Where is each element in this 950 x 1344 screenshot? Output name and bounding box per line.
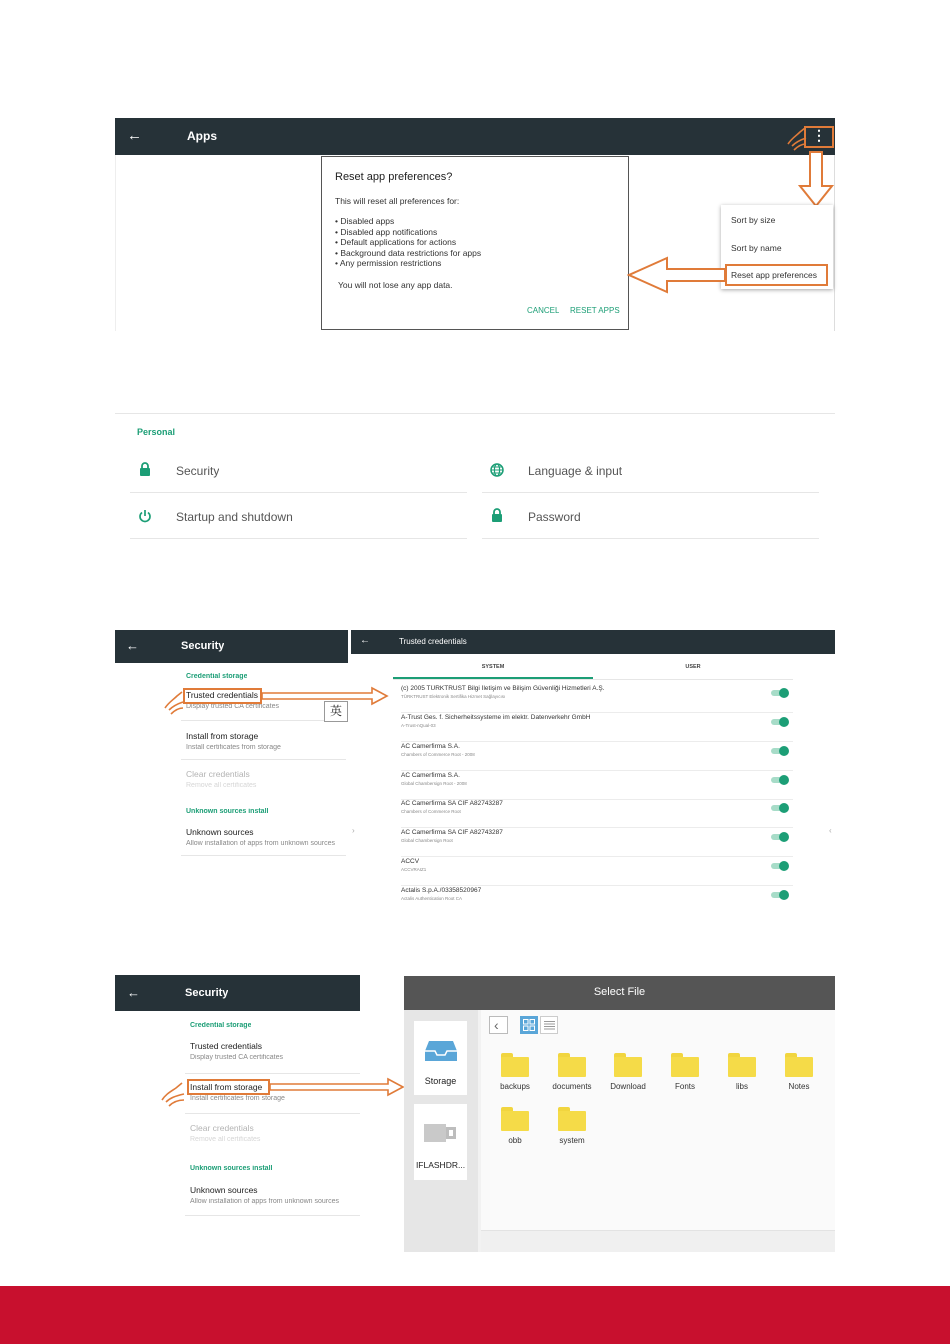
pointing-hand-icon bbox=[786, 124, 808, 152]
trusted-highlight bbox=[183, 688, 262, 704]
item-subtitle: Install certificates from storage bbox=[186, 744, 281, 751]
menu-item-sort-size[interactable]: Sort by size bbox=[731, 215, 776, 225]
cert-title: (c) 2005 TÜRKTRUST Bilgi İletişim ve Bilişim Güvenliği Hizmetleri A.Ş. bbox=[401, 685, 605, 692]
folder-label: system bbox=[559, 1136, 585, 1145]
dialog-title: Select File bbox=[593, 986, 646, 998]
unknown-sources-item[interactable] bbox=[186, 827, 348, 855]
item-title: Clear credentials bbox=[190, 1123, 254, 1133]
trusted-credentials-item[interactable] bbox=[190, 1041, 355, 1069]
cert-row[interactable] bbox=[401, 800, 793, 828]
cert-toggle[interactable] bbox=[771, 748, 787, 754]
item-title: Trusted credentials bbox=[190, 1041, 262, 1051]
back-arrow-icon[interactable]: ← bbox=[127, 127, 142, 144]
cert-title: AC Camerfirma S.A. bbox=[401, 772, 460, 779]
folder-label: obb bbox=[508, 1136, 522, 1145]
settings-item-label: Language & input bbox=[528, 464, 623, 478]
item-subtitle: Allow installation of apps from unknown sources bbox=[190, 1198, 340, 1205]
cert-row[interactable] bbox=[401, 743, 793, 771]
personal-top-divider bbox=[115, 413, 835, 414]
cert-subtitle: Actalis Authentication Root CA bbox=[401, 896, 463, 901]
folder-icon bbox=[614, 1053, 642, 1077]
unknown-sources-header: Unknown sources install bbox=[190, 1165, 273, 1172]
folder-item[interactable] bbox=[488, 1050, 542, 1096]
security-list-2 bbox=[115, 1011, 360, 1251]
cert-title: Actalis S.p.A./03358520967 bbox=[401, 887, 482, 894]
unknown-sources-item[interactable] bbox=[190, 1185, 360, 1213]
drive-label: IFLASHDR... bbox=[415, 1160, 466, 1170]
folder-item[interactable] bbox=[545, 1104, 599, 1150]
settings-item-startup[interactable] bbox=[130, 501, 467, 539]
select-file-dialog bbox=[404, 976, 835, 1252]
chevron-right-icon: › bbox=[352, 826, 355, 835]
cert-toggle[interactable] bbox=[771, 805, 787, 811]
item-title: Unknown sources bbox=[186, 827, 254, 837]
more-vert-icon[interactable]: ⋮ bbox=[812, 127, 826, 143]
cert-row[interactable] bbox=[401, 887, 793, 908]
cert-row[interactable] bbox=[401, 772, 793, 800]
cert-title: A-Trust Ges. f. Sicherheitssysteme im elektr. Datenverkehr GmbH bbox=[401, 714, 591, 721]
credential-storage-header: Credential storage bbox=[190, 1022, 252, 1029]
item-subtitle: Display trusted CA certificates bbox=[186, 703, 279, 710]
folder-icon bbox=[558, 1107, 586, 1131]
grid-icon bbox=[523, 1019, 535, 1031]
folder-icon bbox=[671, 1053, 699, 1077]
appbar-title: Trusted credentials bbox=[399, 637, 467, 646]
reset-apps-button[interactable]: RESET APPS bbox=[570, 306, 620, 315]
cert-subtitle: Global Chambersign Root - 2008 bbox=[401, 781, 467, 786]
dialog-title: Reset app preferences? bbox=[335, 171, 453, 183]
menu-item-sort-name[interactable]: Sort by name bbox=[731, 243, 782, 253]
cert-subtitle: TÜRKTRUST Elektronik Sertifika Hizmet Sağlayıcısı bbox=[401, 694, 506, 699]
usb-drive-icon bbox=[422, 1122, 460, 1144]
drive-usb[interactable] bbox=[414, 1104, 467, 1180]
globe-icon bbox=[490, 463, 504, 477]
appbar-title: Security bbox=[181, 640, 225, 652]
security-appbar-2 bbox=[115, 975, 360, 1011]
divider bbox=[181, 855, 346, 856]
item-title: Install from storage bbox=[186, 731, 259, 741]
cert-subtitle: Global Chambersign Root bbox=[401, 838, 453, 843]
folder-icon bbox=[728, 1053, 756, 1077]
overflow-highlight bbox=[804, 126, 834, 148]
divider bbox=[185, 1215, 360, 1216]
trusted-panel bbox=[351, 654, 835, 908]
folder-label: documents bbox=[552, 1082, 592, 1091]
item-subtitle: Allow installation of apps from unknown sources bbox=[186, 840, 336, 847]
item-title: Unknown sources bbox=[190, 1185, 258, 1195]
back-arrow-icon[interactable]: ← bbox=[126, 638, 139, 653]
ime-badge: 英 bbox=[324, 701, 348, 722]
cert-title: ACCV bbox=[401, 858, 420, 865]
cert-toggle[interactable] bbox=[771, 834, 787, 840]
folder-label: Download bbox=[610, 1082, 646, 1091]
menu-item-reset[interactable]: Reset app preferences bbox=[731, 270, 817, 280]
drive-storage[interactable] bbox=[414, 1021, 467, 1095]
appbar-title: Security bbox=[185, 987, 229, 999]
chevron-left-icon: ‹ bbox=[829, 826, 832, 835]
cert-title: AC Camerfirma SA CIF A82743287 bbox=[401, 829, 503, 836]
bullet-item: • Disabled app notifications bbox=[335, 226, 438, 237]
personal-header: Personal bbox=[137, 427, 176, 437]
cert-subtitle: Chambers of Commerce Root - 2008 bbox=[401, 752, 475, 757]
tabs-divider bbox=[393, 679, 793, 680]
tab-user[interactable]: USER bbox=[685, 664, 701, 670]
cert-toggle[interactable] bbox=[771, 863, 787, 869]
dialog-bullets bbox=[335, 216, 481, 269]
back-arrow-icon[interactable]: ← bbox=[360, 635, 370, 646]
folder-icon bbox=[501, 1053, 529, 1077]
folder-item[interactable] bbox=[545, 1050, 599, 1096]
cert-title: AC Camerfirma S.A. bbox=[401, 743, 460, 750]
grid-view-button[interactable] bbox=[520, 1016, 538, 1034]
bullet-item: • Default applications for actions bbox=[335, 237, 457, 247]
divider bbox=[185, 1113, 360, 1114]
item-subtitle: Remove all certificates bbox=[190, 1136, 261, 1143]
folder-label: Fonts bbox=[674, 1082, 695, 1091]
folder-icon bbox=[558, 1053, 586, 1077]
cancel-button[interactable]: CANCEL bbox=[527, 306, 560, 315]
drive-label: Storage bbox=[424, 1076, 457, 1086]
cert-row[interactable] bbox=[401, 829, 793, 857]
left-arrow-icon bbox=[627, 255, 727, 295]
cert-row[interactable] bbox=[401, 714, 793, 742]
footer-band bbox=[0, 1286, 950, 1344]
cert-toggle[interactable] bbox=[771, 892, 787, 898]
security-appbar bbox=[115, 630, 348, 663]
folder-icon bbox=[501, 1107, 529, 1131]
list-view-button[interactable] bbox=[540, 1016, 558, 1034]
clear-credentials-item bbox=[190, 1123, 355, 1151]
cert-toggle[interactable] bbox=[771, 690, 787, 696]
cert-row[interactable] bbox=[401, 685, 793, 713]
bullet-item: • Any permission restrictions bbox=[335, 258, 442, 268]
settings-item-label: Password bbox=[528, 510, 581, 524]
item-title: Install from storage bbox=[190, 1082, 263, 1092]
back-arrow-icon[interactable]: ← bbox=[127, 985, 140, 1000]
folder-item[interactable] bbox=[658, 1050, 712, 1096]
divider bbox=[181, 720, 346, 721]
unknown-sources-header: Unknown sources install bbox=[186, 808, 269, 815]
power-icon bbox=[138, 509, 152, 523]
cert-subtitle: Chambers of Commerce Root bbox=[401, 809, 461, 814]
dialog-intro: This will reset all preferences for: bbox=[335, 196, 460, 206]
tab-system[interactable]: SYSTEM bbox=[481, 664, 505, 670]
clear-credentials-item bbox=[186, 769, 346, 797]
cert-subtitle: ACCVRAIZ1 bbox=[401, 867, 427, 872]
cert-subtitle: A-Trust-nQual-03 bbox=[401, 723, 436, 728]
lock-icon bbox=[139, 462, 151, 476]
settings-item-security[interactable] bbox=[130, 455, 467, 493]
storage-tray-icon bbox=[423, 1039, 459, 1063]
folder-item[interactable] bbox=[715, 1050, 769, 1096]
right-arrow-icon bbox=[268, 1077, 406, 1097]
folder-icon bbox=[785, 1053, 813, 1077]
folder-item[interactable] bbox=[601, 1050, 655, 1096]
reset-dialog bbox=[321, 156, 629, 330]
chevron-left-icon: ‹ bbox=[494, 1017, 499, 1033]
reset-item-highlight bbox=[725, 264, 828, 286]
file-footer bbox=[481, 1230, 835, 1252]
folder-label: libs bbox=[735, 1082, 748, 1091]
lock-icon bbox=[491, 508, 503, 522]
settings-item-label: Security bbox=[176, 464, 220, 478]
settings-item-language[interactable] bbox=[482, 455, 819, 493]
folder-item[interactable] bbox=[772, 1050, 826, 1096]
divider bbox=[181, 759, 346, 760]
list-icon bbox=[544, 1020, 555, 1031]
select-file-titlebar bbox=[404, 976, 835, 1010]
cert-row[interactable] bbox=[401, 858, 793, 886]
back-button[interactable] bbox=[489, 1016, 508, 1034]
dialog-note: You will not lose any app data. bbox=[338, 280, 453, 290]
pointing-hand-icon bbox=[160, 1078, 186, 1108]
item-title: Trusted credentials bbox=[186, 690, 258, 700]
bullet-item: • Disabled apps bbox=[335, 216, 395, 226]
credential-storage-header: Credential storage bbox=[186, 673, 248, 680]
item-subtitle: Display trusted CA certificates bbox=[190, 1054, 283, 1061]
bullet-item: • Background data restrictions for apps bbox=[335, 247, 482, 258]
settings-item-label: Startup and shutdown bbox=[176, 510, 293, 524]
appbar-title: Apps bbox=[187, 129, 217, 143]
cert-toggle[interactable] bbox=[771, 719, 787, 725]
trusted-appbar bbox=[351, 630, 835, 654]
install-from-storage-item[interactable] bbox=[186, 731, 346, 759]
item-subtitle: Remove all certificates bbox=[186, 782, 257, 789]
cert-title: AC Camerfirma SA CIF A82743287 bbox=[401, 800, 503, 807]
pointing-hand-icon bbox=[163, 688, 185, 716]
cert-toggle[interactable] bbox=[771, 777, 787, 783]
folder-item[interactable] bbox=[488, 1104, 542, 1150]
settings-item-password[interactable] bbox=[482, 501, 819, 539]
divider bbox=[185, 1073, 360, 1074]
item-subtitle: Install certificates from storage bbox=[190, 1095, 285, 1102]
item-title: Clear credentials bbox=[186, 769, 250, 779]
apps-appbar bbox=[115, 118, 835, 155]
folder-label: backups bbox=[500, 1082, 530, 1091]
folder-label: Notes bbox=[788, 1082, 810, 1091]
install-highlight bbox=[187, 1079, 270, 1095]
